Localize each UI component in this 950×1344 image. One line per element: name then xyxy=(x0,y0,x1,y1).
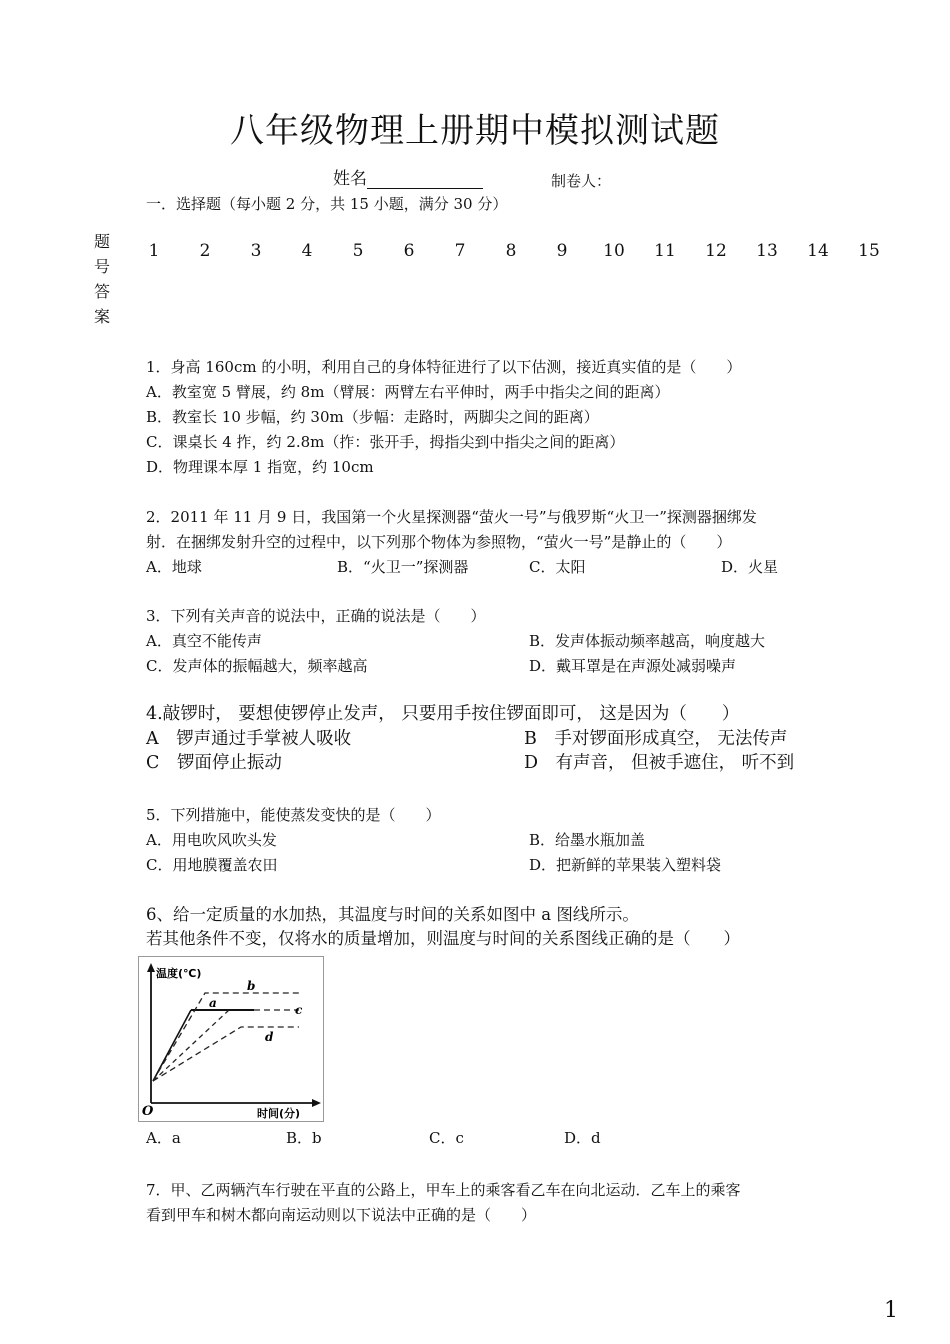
question-5-option-b: B．给墨水瓶加盖 xyxy=(529,831,646,849)
question-number: 13 xyxy=(756,241,778,261)
question-1-stem: 1．身高 160cm 的小明，利用自己的身体特征进行了以下估测，接近真实值的是（ ） xyxy=(146,358,742,376)
question-5-option-d: D．把新鲜的苹果装入塑料袋 xyxy=(529,856,722,874)
page-title: 八年级物理上册期中模拟测试题 xyxy=(230,111,720,151)
graph-y-label: 温度(℃) xyxy=(156,967,202,980)
side-label-char: 号 xyxy=(93,257,110,276)
side-label-char: 案 xyxy=(93,307,110,326)
question-3-option-a: A．真空不能传声 xyxy=(146,632,262,650)
question-3-stem: 3．下列有关声音的说法中，正确的说法是（ ） xyxy=(146,607,486,625)
question-6-option-b: B．b xyxy=(286,1129,322,1147)
question-1-option-b: B．教室长 10 步幅，约 30m（步幅：走路时，两脚尖之间的距离） xyxy=(146,408,599,426)
curve-d-label: d xyxy=(265,1030,274,1044)
question-number: 3 xyxy=(250,241,262,261)
question-number: 9 xyxy=(556,241,568,261)
question-number: 11 xyxy=(654,241,676,261)
question-2-option-c: C．太阳 xyxy=(529,558,586,576)
question-number: 1 xyxy=(148,241,160,261)
question-number: 15 xyxy=(858,241,880,261)
section-heading: 一．选择题（每小题 2 分，共 15 小题，满分 30 分） xyxy=(146,195,508,213)
question-number: 10 xyxy=(603,241,625,261)
question-1-option-a: A．教室宽 5 臂展，约 8m（臂展：两臂左右平伸时，两手中指尖之间的距离） xyxy=(146,383,670,401)
question-2-stem-line-1: 2．2011 年 11 月 9 日，我国第一个火星探测器“萤火一号”与俄罗斯“火卫一”探测器捆绑发 xyxy=(146,508,757,526)
maker-label: 制卷人： xyxy=(551,172,612,190)
side-label-char: 答 xyxy=(93,282,110,301)
question-5-stem: 5．下列措施中，能使蒸发变快的是（ ） xyxy=(146,806,441,824)
name-blank-line xyxy=(367,170,483,189)
temperature-time-graph-svg xyxy=(139,957,323,1121)
question-number: 14 xyxy=(807,241,829,261)
question-number: 2 xyxy=(199,241,211,261)
curve-c-label: c xyxy=(295,1003,303,1017)
side-label-char: 题 xyxy=(93,232,110,251)
question-5-option-a: A．用电吹风吹头发 xyxy=(146,831,277,849)
question-2-option-b: B．“火卫一”探测器 xyxy=(337,558,469,576)
curve-d xyxy=(153,1027,299,1081)
question-7-stem-line-2: 看到甲车和树木都向南运动则以下说法中正确的是（ ） xyxy=(146,1206,537,1224)
question-1-option-d: D．物理课本厚 1 指宽，约 10cm xyxy=(146,458,374,476)
question-4-option-b: B 手对锣面形成真空， 无法传声 xyxy=(524,729,788,749)
graph-x-label: 时间(分) xyxy=(257,1107,301,1120)
question-4-option-a: A 锣声通过手掌被人吸收 xyxy=(146,729,352,749)
question-6-option-d: D．d xyxy=(564,1129,601,1147)
question-4-stem: 4.敲锣时， 要想使锣停止发声， 只要用手按住锣面即可， 这是因为（ ） xyxy=(146,704,740,724)
question-3-option-c: C．发声体的振幅越大，频率越高 xyxy=(146,657,368,675)
temperature-time-graph xyxy=(138,956,324,1122)
question-number: 4 xyxy=(301,241,313,261)
question-number: 6 xyxy=(403,241,415,261)
y-axis-arrow xyxy=(147,963,155,972)
question-number: 12 xyxy=(705,241,727,261)
question-4-option-d: D 有声音， 但被手遮住， 听不到 xyxy=(524,753,795,773)
question-1-option-c: C．课桌长 4 拃，约 2.8m（拃：张开手，拇指尖到中指尖之间的距离） xyxy=(146,433,625,451)
question-2-option-a: A．地球 xyxy=(146,558,202,576)
question-number: 7 xyxy=(454,241,466,261)
question-3-option-d: D．戴耳罩是在声源处减弱噪声 xyxy=(529,657,737,675)
x-axis-arrow xyxy=(312,1099,321,1107)
curve-c-rise xyxy=(153,1010,229,1081)
curve-a-label: a xyxy=(209,996,217,1010)
answer-table-side-label xyxy=(92,229,112,329)
question-number: 5 xyxy=(352,241,364,261)
question-2-stem-line-2: 射．在捆绑发射升空的过程中，以下列那个物体为参照物，“萤火一号”是静止的（ ） xyxy=(146,533,732,551)
question-6-stem-line-2: 若其他条件不变，仅将水的质量增加，则温度与时间的关系图线正确的是（ ） xyxy=(146,929,740,948)
question-4-option-c: C 锣面停止振动 xyxy=(146,753,282,773)
name-label: 姓名 xyxy=(333,169,367,189)
question-6-stem-line-1: 6、给一定质量的水加热，其温度与时间的关系如图中 a 图线所示。 xyxy=(146,905,639,924)
question-7-stem-line-1: 7．甲、乙两辆汽车行驶在平直的公路上，甲车上的乘客看乙车在向北运动．乙车上的乘客 xyxy=(146,1181,741,1199)
question-5-option-c: C．用地膜覆盖农田 xyxy=(146,856,278,874)
question-6-option-a: A．a xyxy=(146,1129,181,1147)
page-number: 1 xyxy=(884,1298,898,1323)
question-2-option-d: D．火星 xyxy=(721,558,779,576)
curve-b-label: b xyxy=(247,979,256,993)
question-number: 8 xyxy=(505,241,517,261)
graph-origin-label: O xyxy=(142,1104,154,1119)
question-3-option-b: B．发声体振动频率越高，响度越大 xyxy=(529,632,766,650)
question-6-option-c: C．c xyxy=(429,1129,464,1147)
name-field xyxy=(333,164,483,189)
